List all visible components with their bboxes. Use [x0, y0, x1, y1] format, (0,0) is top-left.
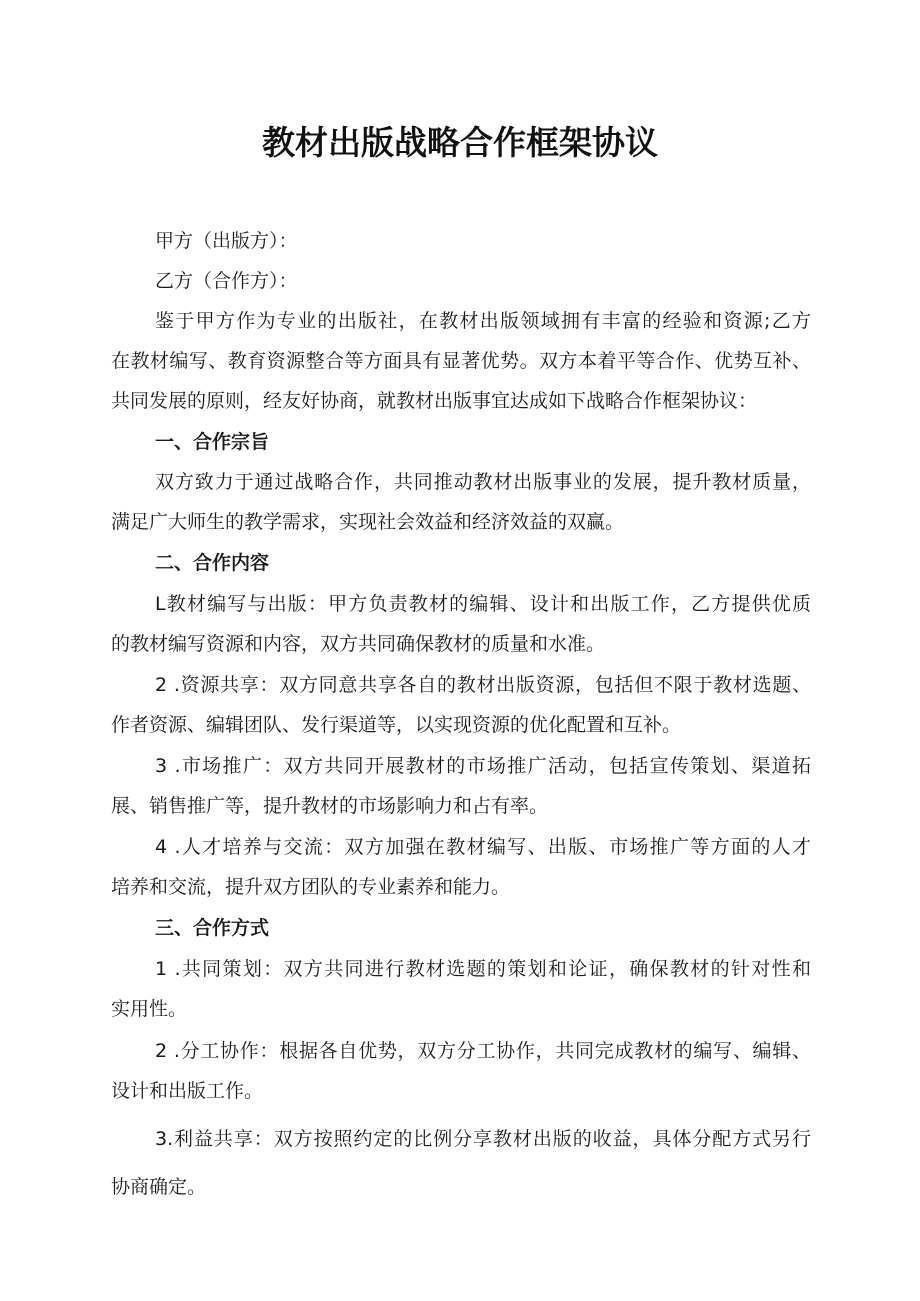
section-2-heading: 二、合作内容 — [155, 552, 270, 574]
intro-line-3: 共同发展的原则，经友好协商，就教材出版事宜达成如下战略合作框架协议： — [111, 390, 758, 412]
section-3-item-3-line-2: 协商确定。 — [111, 1176, 207, 1198]
section-3-item-2-line-1: 2 .分工协作：根据各自优势，双方分工协作，共同完成教材的编写、编辑、 — [155, 1040, 811, 1062]
section-3-item-1-line-1: 1 .共同策划：双方共同进行教材选题的策划和论证，确保教材的针对性和 — [155, 958, 811, 980]
section-3-item-3-line-1: 3.利益共享：双方按照约定的比例分享教材出版的收益，具体分配方式另行 — [155, 1128, 811, 1150]
section-1-heading: 一、合作宗旨 — [155, 431, 270, 453]
section-2-item-4-line-2: 培养和交流，提升双方团队的专业素养和能力。 — [111, 876, 511, 898]
section-3-heading: 三、合作方式 — [155, 917, 270, 939]
party-b-label: 乙方（合作方）： — [155, 270, 298, 292]
section-2-item-4-line-1: 4 .人才培养与交流：双方加强在教材编写、出版、市场推广等方面的人才 — [155, 836, 811, 858]
section-2-item-2-line-1: 2 .资源共享：双方同意共享各自的教材出版资源，包括但不限于教材选题、 — [155, 674, 811, 696]
section-2-item-3-line-2: 展、销售推广等，提升教材的市场影响力和占有率。 — [111, 795, 549, 817]
section-2-item-3-line-1: 3 .市场推广：双方共同开展教材的市场推广活动，包括宣传策划、渠道拓 — [155, 755, 811, 777]
section-1-line-1: 双方致力于通过战略合作，共同推动教材出版事业的发展，提升教材质量， — [155, 471, 811, 493]
section-3-item-2-line-2: 设计和出版工作。 — [111, 1080, 264, 1102]
section-1-line-2: 满足广大师生的教学需求，实现社会效益和经济效益的双赢。 — [111, 511, 625, 533]
section-2-item-1-line-2: 的教材编写资源和内容，双方共同确保教材的质量和水准。 — [111, 633, 606, 655]
party-a-label: 甲方（出版方）： — [155, 230, 298, 252]
section-3-item-1-line-2: 实用性。 — [111, 998, 188, 1020]
section-2-item-2-line-2: 作者资源、编辑团队、发行渠道等，以实现资源的优化配置和互补。 — [111, 714, 682, 736]
intro-line-1: 鉴于甲方作为专业的出版社，在教材出版领域拥有丰富的经验和资源;乙方 — [155, 310, 811, 332]
section-2-item-1-line-1: L教材编写与出版：甲方负责教材的编辑、设计和出版工作，乙方提供优质 — [155, 593, 811, 615]
document-title: 教材出版战略合作框架协议 — [262, 123, 658, 162]
intro-line-2: 在教材编写、教育资源整合等方面具有显著优势。双方本着平等合作、优势互补、 — [111, 350, 811, 372]
